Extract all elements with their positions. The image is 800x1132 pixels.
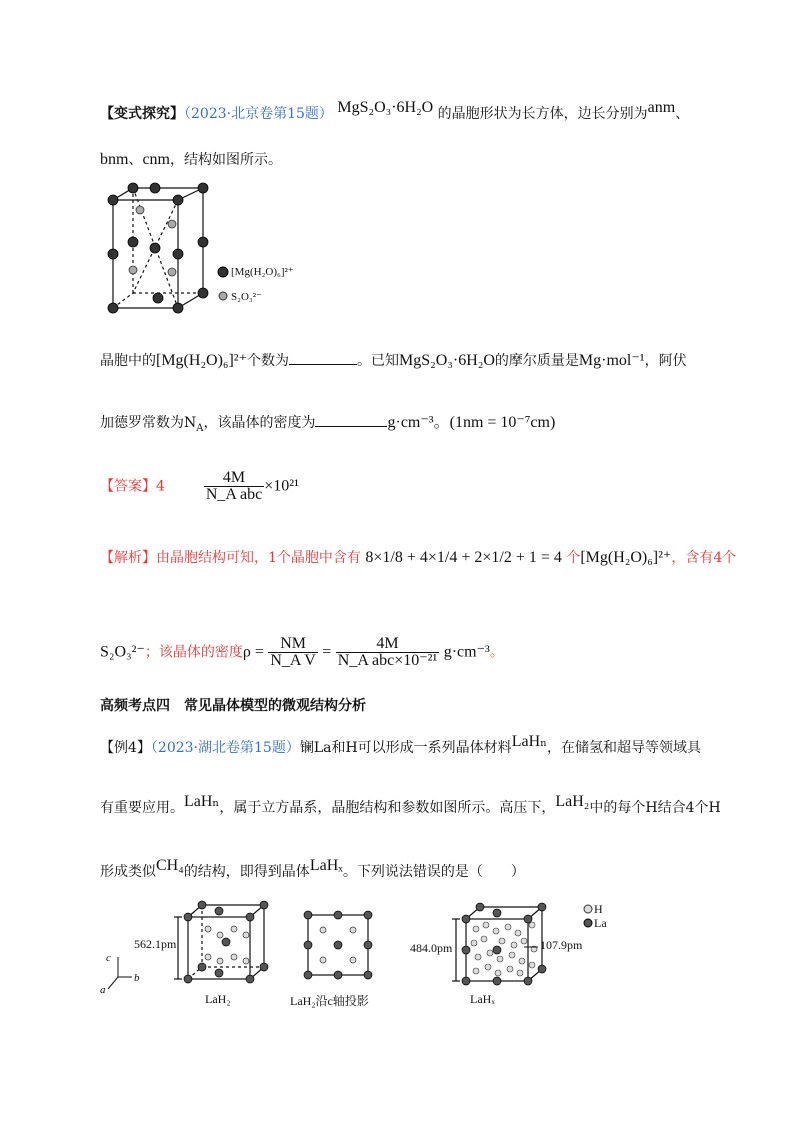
example-lah2: LaH₂ [555, 793, 590, 810]
legend-s2o3: S₂O₃²⁻ [231, 291, 262, 303]
q2-unit: g·cm⁻³ [387, 414, 434, 431]
frac1-den: N_A V [270, 652, 316, 669]
answer-blank-1[interactable] [289, 350, 357, 365]
legend-h: H [594, 902, 603, 916]
example-text2: ，在储氢和超导等领域具 [547, 740, 702, 756]
variant-sep2: 、 [128, 152, 143, 168]
frac1-num: NM [268, 636, 318, 653]
answer-times: ×10²¹ [264, 477, 299, 495]
example-tag: 【例4】 [100, 740, 151, 756]
answer-blank-2[interactable] [315, 412, 387, 427]
dim-107: 107.9pm [540, 938, 583, 952]
variant-cnm: cnm [142, 151, 170, 168]
variant-source: （2023·北京卷第15题） [184, 106, 333, 122]
variant-line-1 [100, 99, 690, 124]
caption-projection: LaH₂沿c轴投影 [290, 994, 369, 1008]
analysis-text2: 个 [566, 550, 581, 566]
answer-fraction [204, 470, 264, 503]
frac2-num: 4M [336, 636, 440, 653]
variant-sep: 、 [675, 106, 690, 122]
example-source: （2023·湖北卷第15题） [150, 740, 300, 756]
q-formula: MgS₂O₃·6H₂O [399, 352, 495, 369]
analysis-text4: ；该晶体的密度 [144, 644, 243, 661]
example-line-1 [100, 733, 702, 758]
q-prefix: 晶胞中的 [100, 353, 156, 369]
variant-anm: anm [647, 99, 676, 116]
dim-562: 562.1pm [134, 937, 177, 951]
q-mass: 的摩尔质量是 [494, 353, 579, 369]
variant-bnm: bnm [100, 151, 129, 168]
analysis-ion: [Mg(H₂O)₆]²⁺ [580, 549, 672, 566]
analysis-line-1 [100, 548, 736, 568]
example-text1: 镧La和H可以形成一系列晶体材料 [299, 740, 512, 756]
answer-line [100, 470, 299, 503]
analysis-line-2: S₂O₃²⁻；该晶体的密度ρ = $\frac{NM}{\text{N\_A V}}$ = $\frac{4M}{\text{N\_A abc×10⁻²¹}}$ g·cm⁻³。 [100, 635, 504, 669]
analysis-frac1 [268, 636, 318, 669]
example-text6: 形成类似 [100, 864, 156, 880]
q-tail: ，阿伏 [644, 353, 687, 369]
example-text3: 有重要应用。 [100, 800, 184, 816]
axis-b: b [134, 972, 140, 984]
caption-lahx: LaHₓ [470, 992, 495, 1006]
question-line-1 [100, 350, 687, 371]
variant-text2: ，结构如图所示。 [170, 152, 282, 168]
analysis-expr: 8×1/8 + 4×1/4 + 2×1/2 + 1 = 4 [365, 549, 562, 566]
analysis-end: 。 [489, 644, 504, 661]
q-count: 个数为 [247, 353, 290, 369]
answer-den: N_A abc [205, 486, 263, 503]
section-title: 高频考点四 常见晶体模型的微观结构分析 [100, 698, 366, 714]
analysis-tag: 【解析】 [100, 550, 156, 566]
answer-value: 4 [156, 478, 165, 495]
analysis-rho: ρ = [242, 643, 264, 661]
q2-note: 。(1nm = 10⁻⁷cm) [433, 414, 556, 431]
dim-484: 484.0pm [410, 941, 453, 955]
mg-cell-figure [100, 180, 300, 320]
axis-c: c [106, 952, 111, 964]
answer-tag: 【答案】 [100, 478, 156, 495]
analysis-s2o3: S₂O₃²⁻ [100, 643, 145, 661]
question-line-2 [100, 412, 555, 439]
example-line-2 [100, 793, 721, 818]
q2-text: ，该晶体的密度为 [203, 415, 316, 431]
example-lahn2: LaHₙ [184, 793, 220, 810]
legend-mg-ion: [Mg(H₂O)₆]²⁺ [231, 266, 294, 278]
analysis-frac2 [336, 636, 440, 669]
q-ion: [Mg(H₂O)₆]²⁺ [156, 352, 248, 369]
example-text5: 中的每个H结合4个H [589, 800, 721, 816]
variant-tag: 【变式探究】 [100, 106, 184, 122]
answer-num: 4M [204, 470, 264, 487]
q2-prefix: 加德罗常数为N [100, 415, 197, 431]
example-text7: 的结构，即得到晶体 [183, 864, 310, 880]
analysis-text1: 由晶胞结构可知，1个晶胞中含有 [156, 550, 361, 566]
axis-a: a [100, 984, 106, 996]
q-mid: 。已知 [357, 353, 400, 369]
example-line-3 [100, 857, 525, 882]
variant-formula: MgS₂O₃·6H₂O [337, 99, 434, 116]
q2-sub: A [196, 422, 204, 434]
example-ch4: CH₄ [156, 857, 184, 874]
q-mass-unit: Mg·mol⁻¹ [578, 352, 645, 369]
frac2-den: N_A abc×10⁻²¹ [337, 652, 438, 669]
example-text8: 。下列说法错误的是（ ） [342, 864, 525, 880]
example-lahx: LaHₓ [309, 857, 343, 874]
caption-lah2: LaH₂ [205, 992, 231, 1006]
analysis-unit: g·cm⁻³ [443, 643, 490, 661]
example-lahn: LaHₙ [511, 733, 548, 750]
example-text4: ，属于立方晶系，晶胞结构和参数如图所示。高压下， [219, 800, 556, 816]
variant-text1: 的晶胞形状为长方体，边长分别为 [437, 106, 648, 122]
legend-la: La [594, 916, 607, 930]
analysis-text3: ，含有4个 [671, 550, 737, 566]
variant-line-2 [100, 150, 282, 170]
